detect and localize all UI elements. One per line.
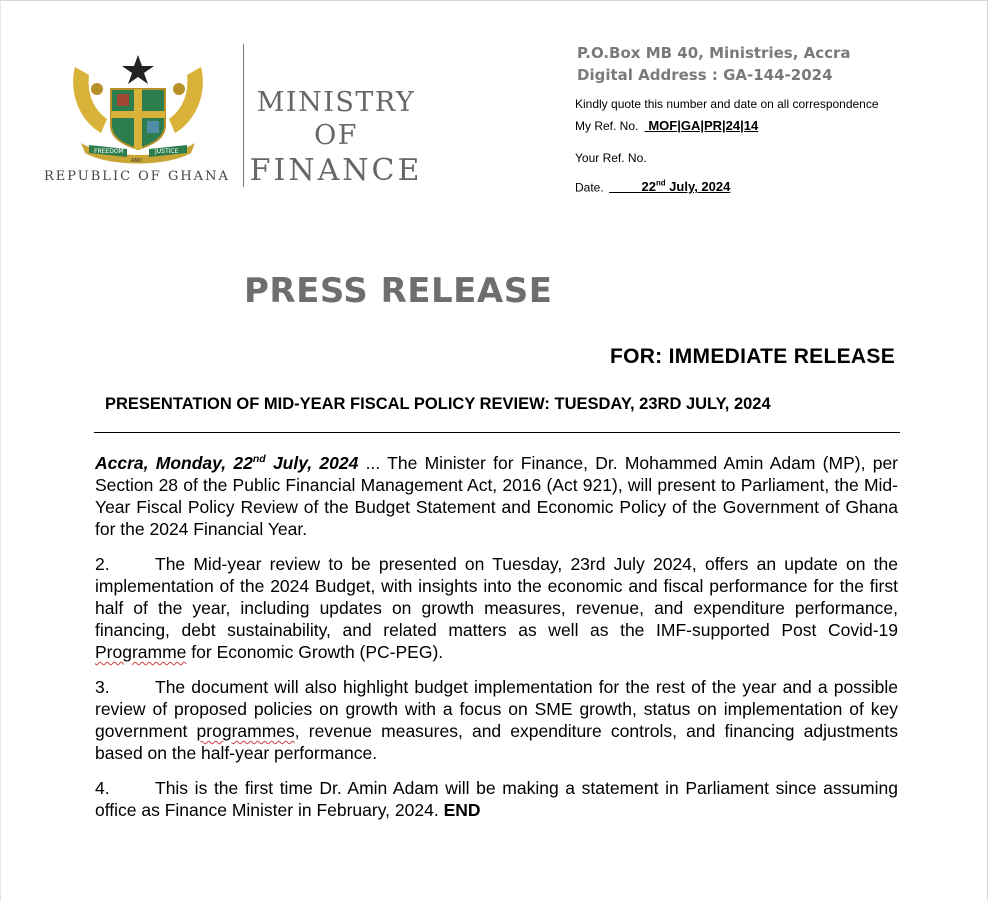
republic-of-ghana-caption: REPUBLIC OF GHANA (44, 169, 230, 184)
letterhead-divider (243, 44, 244, 187)
paragraph-4-number: 4. (95, 777, 110, 798)
date-value (609, 179, 730, 194)
paragraph-3-text-b: , revenue measures, and expenditure controls, and financing adjustments based on the half-year performance. (95, 720, 898, 763)
end-marker: END (443, 799, 481, 820)
ministry-of-finance-wordmark (247, 87, 425, 189)
date-suffix: nd (656, 179, 666, 188)
spellcheck-word: Programme (95, 641, 187, 662)
my-ref-label: My Ref. No. (575, 119, 639, 133)
crest-ribbon-center-text: AND (131, 158, 143, 164)
crest-ribbon-right-text: JUSTICE (155, 148, 179, 155)
paragraph-3-text-a: The document will also highlight budget implementation for the rest of the year and a possible review of proposed policies on growth with a focus on SME growth, status on implementation of key government (95, 676, 898, 741)
dateline-sup: nd (252, 453, 266, 465)
paragraph-4 (95, 777, 898, 821)
date-rest: July, 2024 (665, 179, 731, 195)
address-line-1: P.O.Box MB 40, Ministries, Accra (577, 44, 851, 62)
paragraph-4-text: This is the first time Dr. Amin Adam will be making a statement in Parliament since assuming office as Finance Minister in February, 2024. (95, 777, 898, 820)
paragraph-2-number: 2. (95, 553, 110, 574)
your-ref-label: Your Ref. No. (575, 151, 647, 165)
paragraph-1-text: ... The Minister for Finance, Dr. Mohammed Amin Adam (MP), per Section 28 of the Public Financial Management Act, 2016 (Act 921), will present to Parliament, the Mid-Year Fiscal Policy Review of the Budget Statement and Economic Policy of the Government of Ghana for the 2024 Financial Year. (95, 452, 899, 539)
paragraph-3-number: 3. (95, 676, 110, 697)
dateline-a: Accra, Monday, 22 (95, 452, 253, 473)
ghana-coat-of-arms-logo (67, 49, 209, 167)
paragraph-2-text-a: The Mid-year review to be presented on Tuesday, 23rd July 2024, offers an update on the implementation of the 2024 Budget, with insights into the economic and fiscal performance for the first half of the year, including updates on growth measures, revenue, and expenditure performance, financing, debt sustainability, and related matters as well as the IMF-supported Post Covid-19 (95, 553, 898, 640)
date-day: 22 (641, 179, 657, 195)
postal-address (577, 42, 851, 86)
address-line-2: Digital Address : GA-144-2024 (577, 66, 833, 84)
my-ref-row (575, 118, 758, 133)
date-row (575, 179, 730, 194)
press-release-title: PRESS RELEASE (244, 271, 553, 311)
dateline-b: July, 2024 (265, 452, 359, 473)
paragraph-1 (95, 448, 898, 540)
heading-rule (94, 432, 900, 433)
release-heading: PRESENTATION OF MID-YEAR FISCAL POLICY REVIEW: TUESDAY, 23RD JULY, 2024 (105, 395, 771, 413)
crest-ribbon-left-text: FREEDOM (94, 148, 124, 155)
dateline (95, 453, 358, 473)
paragraph-3 (95, 676, 898, 764)
paragraph-2-text-b: for Economic Growth (PC-PEG). (186, 641, 444, 662)
ministry-line: MINISTRY (256, 87, 416, 118)
release-type: FOR: IMMEDIATE RELEASE (609, 345, 895, 368)
date-label: Date. (575, 180, 604, 195)
spellcheck-word: programmes (196, 720, 295, 741)
finance-line: FINANCE (249, 153, 423, 188)
my-ref-number: MOF|GA|PR|24|14 (648, 118, 759, 133)
of-line: OF (314, 120, 358, 151)
paragraph-2 (95, 553, 898, 663)
my-ref-value (645, 118, 759, 133)
quote-note: Kindly quote this number and date on all correspondence (575, 97, 879, 111)
release-body (95, 448, 898, 834)
